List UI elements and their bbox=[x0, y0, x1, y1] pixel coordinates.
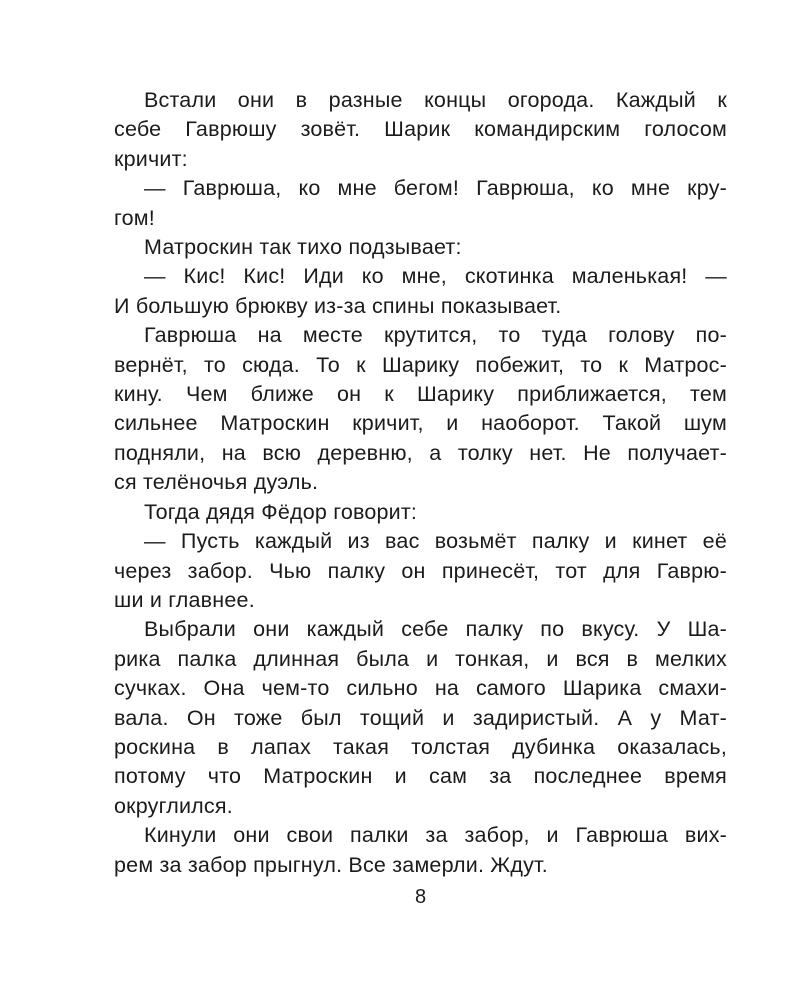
text-line: кину. Чем ближе он к Шарику приближается, тем bbox=[114, 382, 727, 407]
text-line: Выбрали они каждый себе палку по вкусу. У Ша- bbox=[144, 617, 727, 642]
page-number: 8 bbox=[414, 886, 427, 908]
paragraph bbox=[114, 321, 727, 497]
text-line: рем за забор прыгнул. Все замерли. Ждут. bbox=[114, 852, 548, 877]
paragraph bbox=[114, 174, 727, 233]
text-line: И большую брюкву из-за спины показывает. bbox=[114, 293, 562, 318]
text-line: Гаврюша на месте крутится, то туда голову по- bbox=[144, 323, 727, 348]
text-line: гом! bbox=[114, 205, 155, 230]
text-line: ши и главнее. bbox=[114, 587, 255, 612]
text-line: сучках. Она чем-то сильно на самого Шарика смахи- bbox=[114, 676, 727, 701]
text-line: себе Гаврюшу зовёт. Шарик командирским голосом bbox=[114, 117, 727, 142]
text-line: сильнее Матроскин кричит, и наоборот. Такой шум bbox=[114, 411, 727, 436]
text-line: — Кис! Кис! Иди ко мне, скотинка маленькая! — bbox=[144, 264, 727, 289]
text-line: кричит: bbox=[114, 146, 188, 171]
text-line: вернёт, то сюда. То к Шарику побежит, то к Матрос- bbox=[114, 352, 727, 377]
text-line: округлился. bbox=[114, 793, 233, 818]
text-line: Кинули они свои палки за забор, и Гаврюша вих- bbox=[144, 823, 727, 848]
paragraph bbox=[114, 821, 727, 880]
paragraph bbox=[114, 615, 727, 821]
text-line: Матроскин так тихо подзывает: bbox=[144, 235, 462, 260]
paragraph bbox=[114, 233, 727, 262]
text-line: через забор. Чью палку он принесёт, тот для Гаврю- bbox=[114, 558, 727, 583]
text-line: подняли, на всю деревню, а толку нет. Не получает- bbox=[114, 440, 727, 465]
text-line: потому что Матроскин и сам за последнее время bbox=[114, 764, 727, 789]
text-line: Встали они в разные концы огорода. Каждый к bbox=[144, 88, 727, 112]
text-line: — Гаврюша, ко мне бегом! Гаврюша, ко мне кру- bbox=[144, 176, 727, 201]
text-line: роскина в лапах такая толстая дубинка оказалась, bbox=[114, 734, 727, 759]
paragraph bbox=[114, 498, 727, 527]
paragraph bbox=[114, 262, 727, 321]
text-line: вала. Он тоже был тощий и задиристый. А у Мат- bbox=[114, 705, 727, 730]
text-block bbox=[114, 86, 727, 880]
paragraph bbox=[114, 527, 727, 615]
paragraph bbox=[114, 86, 727, 174]
text-line: Тогда дядя Фёдор говорит: bbox=[144, 499, 418, 524]
text-line: ся телёночья дуэль. bbox=[114, 470, 319, 495]
text-line: рика палка длинная была и тонкая, и вся в мелких bbox=[114, 646, 727, 671]
text-line: — Пусть каждый из вас возьмёт палку и кинет её bbox=[144, 529, 727, 554]
